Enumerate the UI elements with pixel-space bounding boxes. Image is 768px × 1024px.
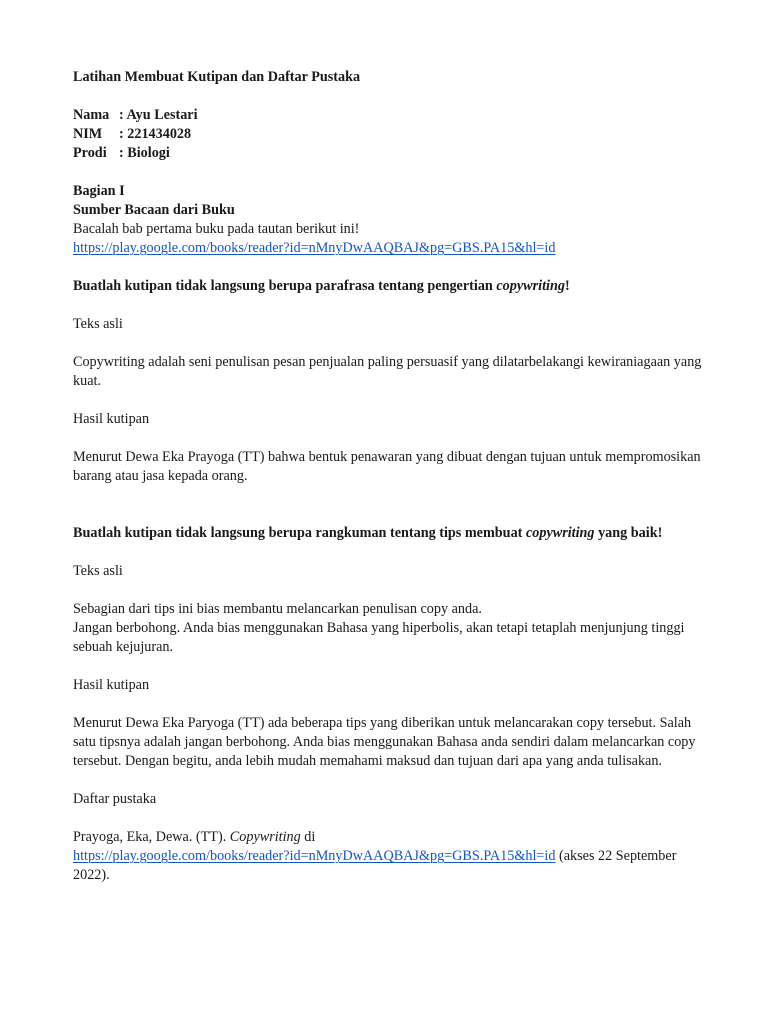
identity-table [73,106,198,163]
spacer [73,581,703,600]
instruction-text: Bacalah bab pertama buku pada tautan berikut ini! [73,221,360,237]
document-page [73,68,703,885]
task1-question-emphasis: copywriting [496,278,565,294]
task2-result-label: Hasil kutipan [73,677,150,693]
task1-original-text: Copywriting adalah seni penulisan pesan penjualan paling persuasif yang dilatarbelakangi kewiraniagaan yang kuat. [73,354,702,389]
task2-original-label: Teks asli [73,563,123,579]
identity-label: Nama [73,107,110,123]
spacer [73,334,703,353]
spacer [73,296,703,315]
identity-label: NIM [73,126,103,142]
identity-value: : Biologi [119,145,170,161]
task2-question [73,524,703,543]
bibliography-entry [73,828,703,885]
spacer [73,505,703,524]
task2-result-text: Menurut Dewa Eka Paryoga (TT) ada beberapa tips yang diberikan untuk melancarakan copy tersebut. Salah satu tipsnya adalah jangan berbohong. Anda bias menggunakan Bahasa anda sendiri dalam melancarkan copy tersebut. Dengan begitu, anda lebih mudah memahami maksud dan tujuan dari apa yang anda tulisakan. [73,715,696,769]
task1-original-label: Teks asli [73,316,123,332]
task1-question-end: ! [564,278,570,294]
spacer [73,163,703,182]
spacer [73,657,703,676]
spacer [73,543,703,562]
part-heading: Bagian I [73,183,125,199]
spacer [73,429,703,448]
bibliography-author: Prayoga, Eka, Dewa. (TT). [73,829,230,845]
task1-result-label: Hasil kutipan [73,411,150,427]
spacer [73,258,703,277]
bibliography-access-date: (akses 22 September 2022). [73,848,677,883]
task1-question-text: Buatlah kutipan tidak langsung berupa parafrasa tentang pengertian [73,278,497,294]
spacer [73,486,703,505]
task1-result-text: Menurut Dewa Eka Prayoga (TT) bahwa bentuk penawaran yang dibuat dengan tujuan untuk mempromosikan barang atau jasa kepada orang. [73,449,701,484]
spacer [73,771,703,790]
bibliography-label: Daftar pustaka [73,791,157,807]
identity-row-nim [73,125,198,144]
identity-label: Prodi [73,145,107,161]
identity-row-prodi [73,144,198,163]
task1-question [73,277,703,296]
spacer [73,391,703,410]
section-heading: Sumber Bacaan dari Buku [73,202,235,218]
bibliography-connector: di [300,829,316,845]
spacer [73,87,703,106]
task2-question-text: Buatlah kutipan tidak langsung berupa rangkuman tentang tips membuat [73,525,526,541]
task2-original-line1: Sebagian dari tips ini bias membantu melancarkan penulisan copy anda. [73,601,482,617]
document-title: Latihan Membuat Kutipan dan Daftar Pustaka [73,69,361,85]
identity-value: : Ayu Lestari [119,107,198,123]
bibliography-book-title: Copywriting [229,829,301,845]
task2-question-end: yang baik! [594,525,663,541]
task2-question-emphasis: copywriting [525,525,595,541]
spacer [73,809,703,828]
identity-value: : 221434028 [119,126,192,142]
bibliography-link[interactable]: https://play.google.com/books/reader?id=nMnyDwAAQBAJ&pg=GBS.PA15&hl=id [73,848,556,864]
source-link[interactable]: https://play.google.com/books/reader?id=nMnyDwAAQBAJ&pg=GBS.PA15&hl=id [73,240,556,256]
identity-row-nama [73,106,198,125]
spacer [73,695,703,714]
task2-original-line2: Jangan berbohong. Anda bias menggunakan Bahasa yang hiperbolis, akan tetapi tetaplah menjunjung tinggi sebuah kejujuran. [73,620,685,655]
